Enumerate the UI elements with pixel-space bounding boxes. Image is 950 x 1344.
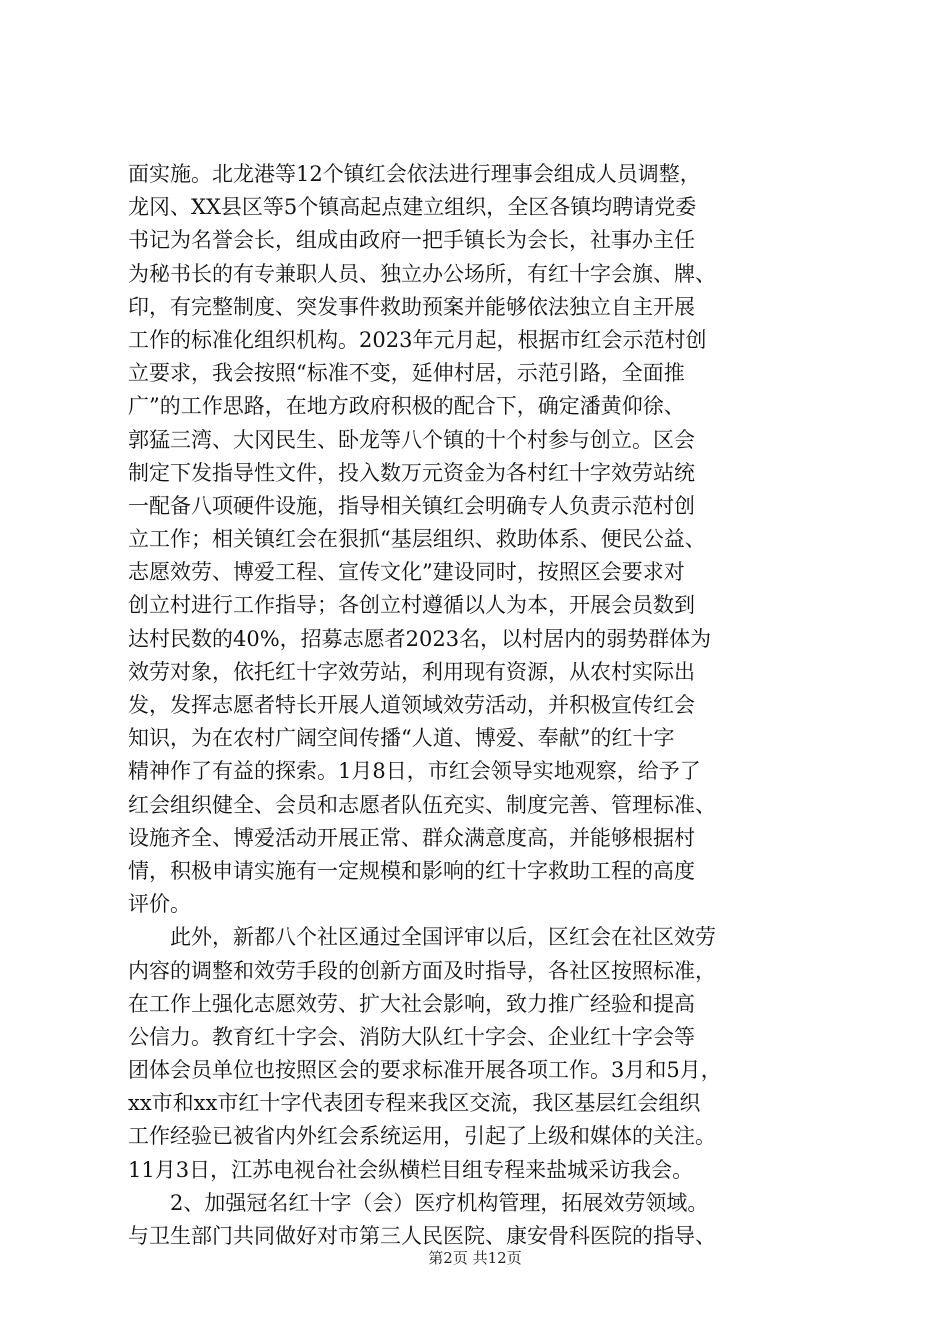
text-line: 在工作上强化志愿效劳、扩大社会影响，致力推广经验和提高 [128, 991, 695, 1016]
text-line: xx市和xx市红十字代表团专程来我区交流，我区基层红会组织 [128, 1091, 701, 1116]
text-line: 情，积极申请实施有一定规模和影响的红十字救助工程的高度 [128, 858, 695, 883]
text-line-paragraph-start: 此外，新都八个社区通过全国评审以后，区红会在社区效劳 [170, 925, 716, 950]
text-line: 志愿效劳、博爱工程、宣传文化”建设同时，按照区会要求对 [128, 560, 685, 585]
text-line: 公信力。教育红十字会、消防大队红十字会、企业红十字会等 [128, 1024, 695, 1049]
text-line: 团体会员单位也按照区会的要求标准开展各项工作。3月和5月， [128, 1058, 722, 1083]
text-line: 立要求，我会按照“标准不变，延伸村居，示范引路，全面推 [128, 361, 685, 386]
text-line: 与卫生部门共同做好对市第三人民医院、康安骨科医院的指导、 [128, 1224, 716, 1248]
text-line: 工作经验已被省内外红会系统运用，引起了上级和媒体的关注。 [128, 1124, 716, 1149]
text-line: 立工作；相关镇红会在狠抓“基层组织、救助体系、便民公益、 [128, 527, 706, 552]
text-line: 设施齐全、博爱活动开展正常、群众满意度高，并能够根据村 [128, 825, 695, 850]
text-line: 书记为名誉会长，组成由政府一把手镇长为会长，社事办主任 [128, 228, 695, 253]
page-footer: 第2页 共12页 [428, 1249, 522, 1267]
text-line: 印，有完整制度、突发事件救助预案并能够依法独立自主开展 [128, 294, 695, 319]
text-line: 工作的标准化组织机构。2023年元月起，根据市红会示范村创 [128, 327, 707, 352]
text-line: 广”的工作思路，在地方政府积极的配合下，确定潘黄仰徐、 [128, 394, 685, 419]
text-line: 精神作了有益的探索。1月8日，市红会领导实地观察，给予了 [128, 759, 701, 784]
text-line: 11月3日，江苏电视台社会纵横栏目组专程来盐城采访我会。 [128, 1157, 694, 1182]
text-line: 效劳对象，依托红十字效劳站，利用现有资源，从农村实际出 [128, 659, 695, 684]
text-line: 郭猛三湾、大冈民生、卧龙等八个镇的十个村参与创立。区会 [128, 427, 695, 452]
document-body [128, 158, 828, 1253]
text-line: 发，发挥志愿者特长开展人道领域效劳活动，并积极宣传红会 [128, 693, 695, 717]
text-line: 红会组织健全、会员和志愿者队伍充实、制度完善、管理标准、 [128, 792, 716, 817]
text-line: 为秘书长的有专兼职人员、独立办公场所，有红十字会旗、牌、 [128, 261, 716, 286]
text-line-paragraph-start: 2、加强冠名红十字（会）医疗机构管理，拓展效劳领域。 [170, 1190, 709, 1215]
text-line: 面实施。北龙港等12个镇红会依法进行理事会组成人员调整， [128, 162, 701, 186]
text-line: 评价。 [128, 892, 191, 917]
text-line: 创立村进行工作指导；各创立村遵循以人为本，开展会员数到 [128, 593, 695, 618]
text-line: 内容的调整和效劳手段的创新方面及时指导，各社区按照标准， [128, 958, 716, 983]
text-line: 龙冈、XX县区等5个镇高起点建立组织，全区各镇均聘请党委 [128, 195, 697, 220]
text-line: 一配备八项硬件设施，指导相关镇红会明确专人负责示范村创 [128, 493, 695, 518]
text-line: 制定下发指导性文件，投入数万元资金为各村红十字效劳站统 [128, 460, 695, 485]
text-line: 知识，为在农村广阔空间传播“人道、博爱、奉献”的红十字 [128, 726, 675, 751]
text-line: 达村民数的40%，招募志愿者2023名，以村居内的弱势群体为 [128, 626, 712, 651]
